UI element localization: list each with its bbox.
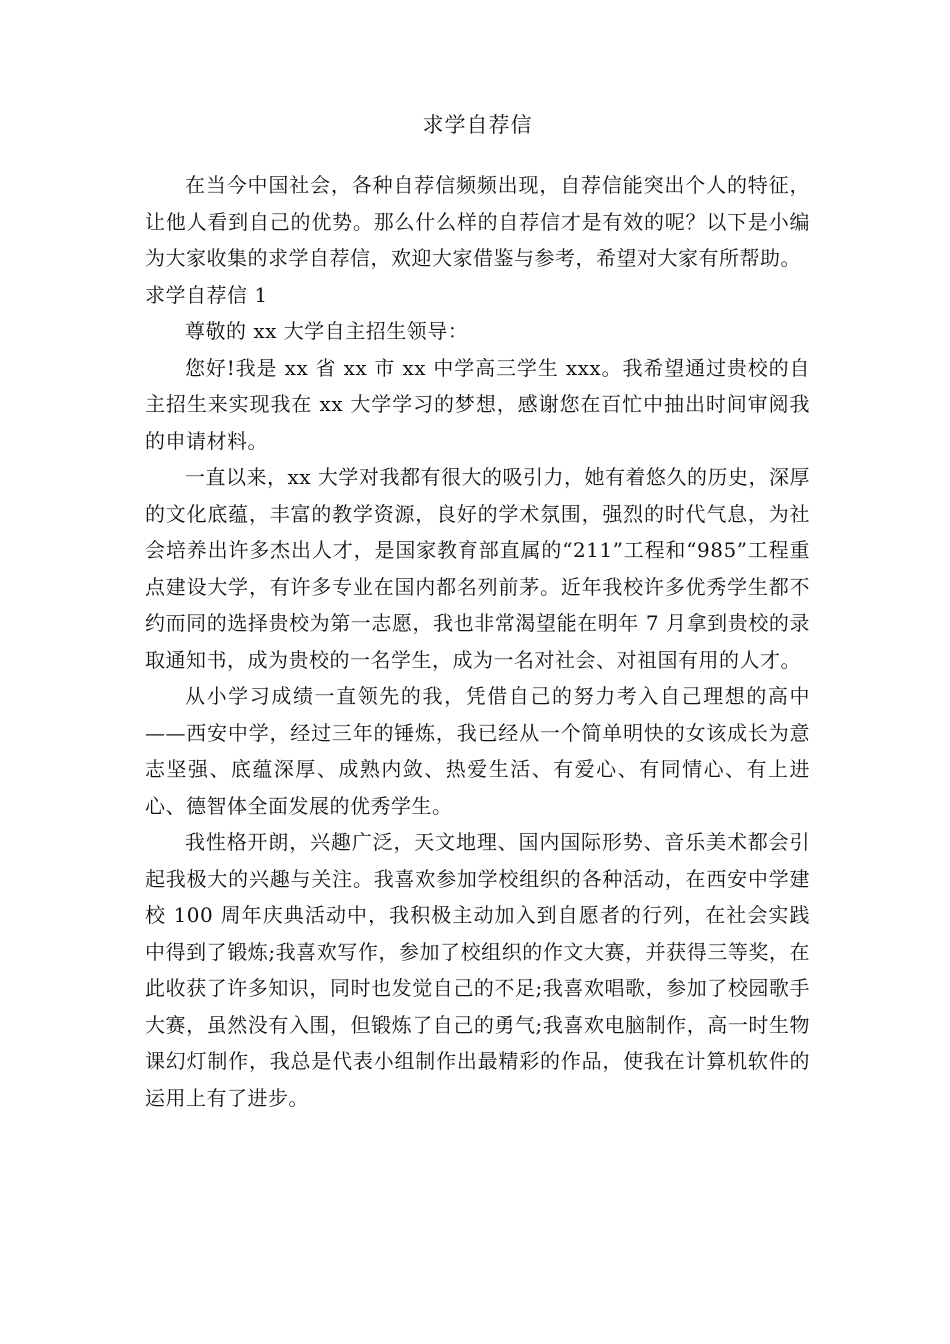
- salutation: 尊敬的 xx 大学自主招生领导：: [185, 319, 469, 343]
- body-paragraph: 从小学习成绩一直领先的我，凭借自己的努力考入自己理想的高中——西安中学，经过三年的锤炼，我已经从一个简单明快的女该成长为意志坚强、底蕴深厚、成熟内敛、热爱生活、有爱心、有同情心、有上进心、德智体全面发展的优秀学生。: [145, 684, 810, 818]
- intro-paragraph: 在当今中国社会，各种自荐信频频出现，自荐信能突出个人的特征，让他人看到自己的优势。那么什么样的自荐信才是有效的呢？以下是小编为大家收集的求学自荐信，欢迎大家借鉴与参考，希望对大家有所帮助。: [145, 173, 810, 270]
- body-paragraph: 我性格开朗，兴趣广泛，天文地理、国内国际形势、音乐美术都会引起我极大的兴趣与关注。我喜欢参加学校组织的各种活动，在西安中学建校 100 周年庆典活动中，我积极主动加入到自愿者的行列，在社会实践中得到了锻炼;我喜欢写作，参加了校组织的作文大赛，并获得三等奖，在此收获了许多知识，同时也发觉自己的不足;我喜欢唱歌，参加了校园歌手大赛，虽然没有入围，但锻炼了自己的勇气;我喜欢电脑制作，高一时生物课幻灯制作，我总是代表小组制作出最精彩的作品，使我在计算机软件的运用上有了进步。: [145, 830, 810, 1110]
- body-paragraph: 您好!我是 xx 省 xx 市 xx 中学高三学生 xxx。我希望通过贵校的自主招生来实现我在 xx 大学学习的梦想，感谢您在百忙中抽出时间审阅我的申请材料。: [145, 355, 810, 453]
- document-title: 求学自荐信: [422, 113, 533, 137]
- document-page: [145, 105, 810, 1116]
- section-heading: 求学自荐信 1: [145, 282, 268, 307]
- body-paragraph: 一直以来，xx 大学对我都有很大的吸引力，她有着悠久的历史，深厚的文化底蕴，丰富的教学资源，良好的学术氛围，强烈的时代气息，为社会培养出许多杰出人才，是国家教育部直属的“211”工程和“985”工程重点建设大学，有许多专业在国内都名列前茅。近年我校许多优秀学生都不约而同的选择贵校为第一志愿，我也非常渴望能在明年 7 月拿到贵校的录取通知书，成为贵校的一名学生，成为一名对社会、对祖国有用的人才。: [145, 465, 810, 672]
